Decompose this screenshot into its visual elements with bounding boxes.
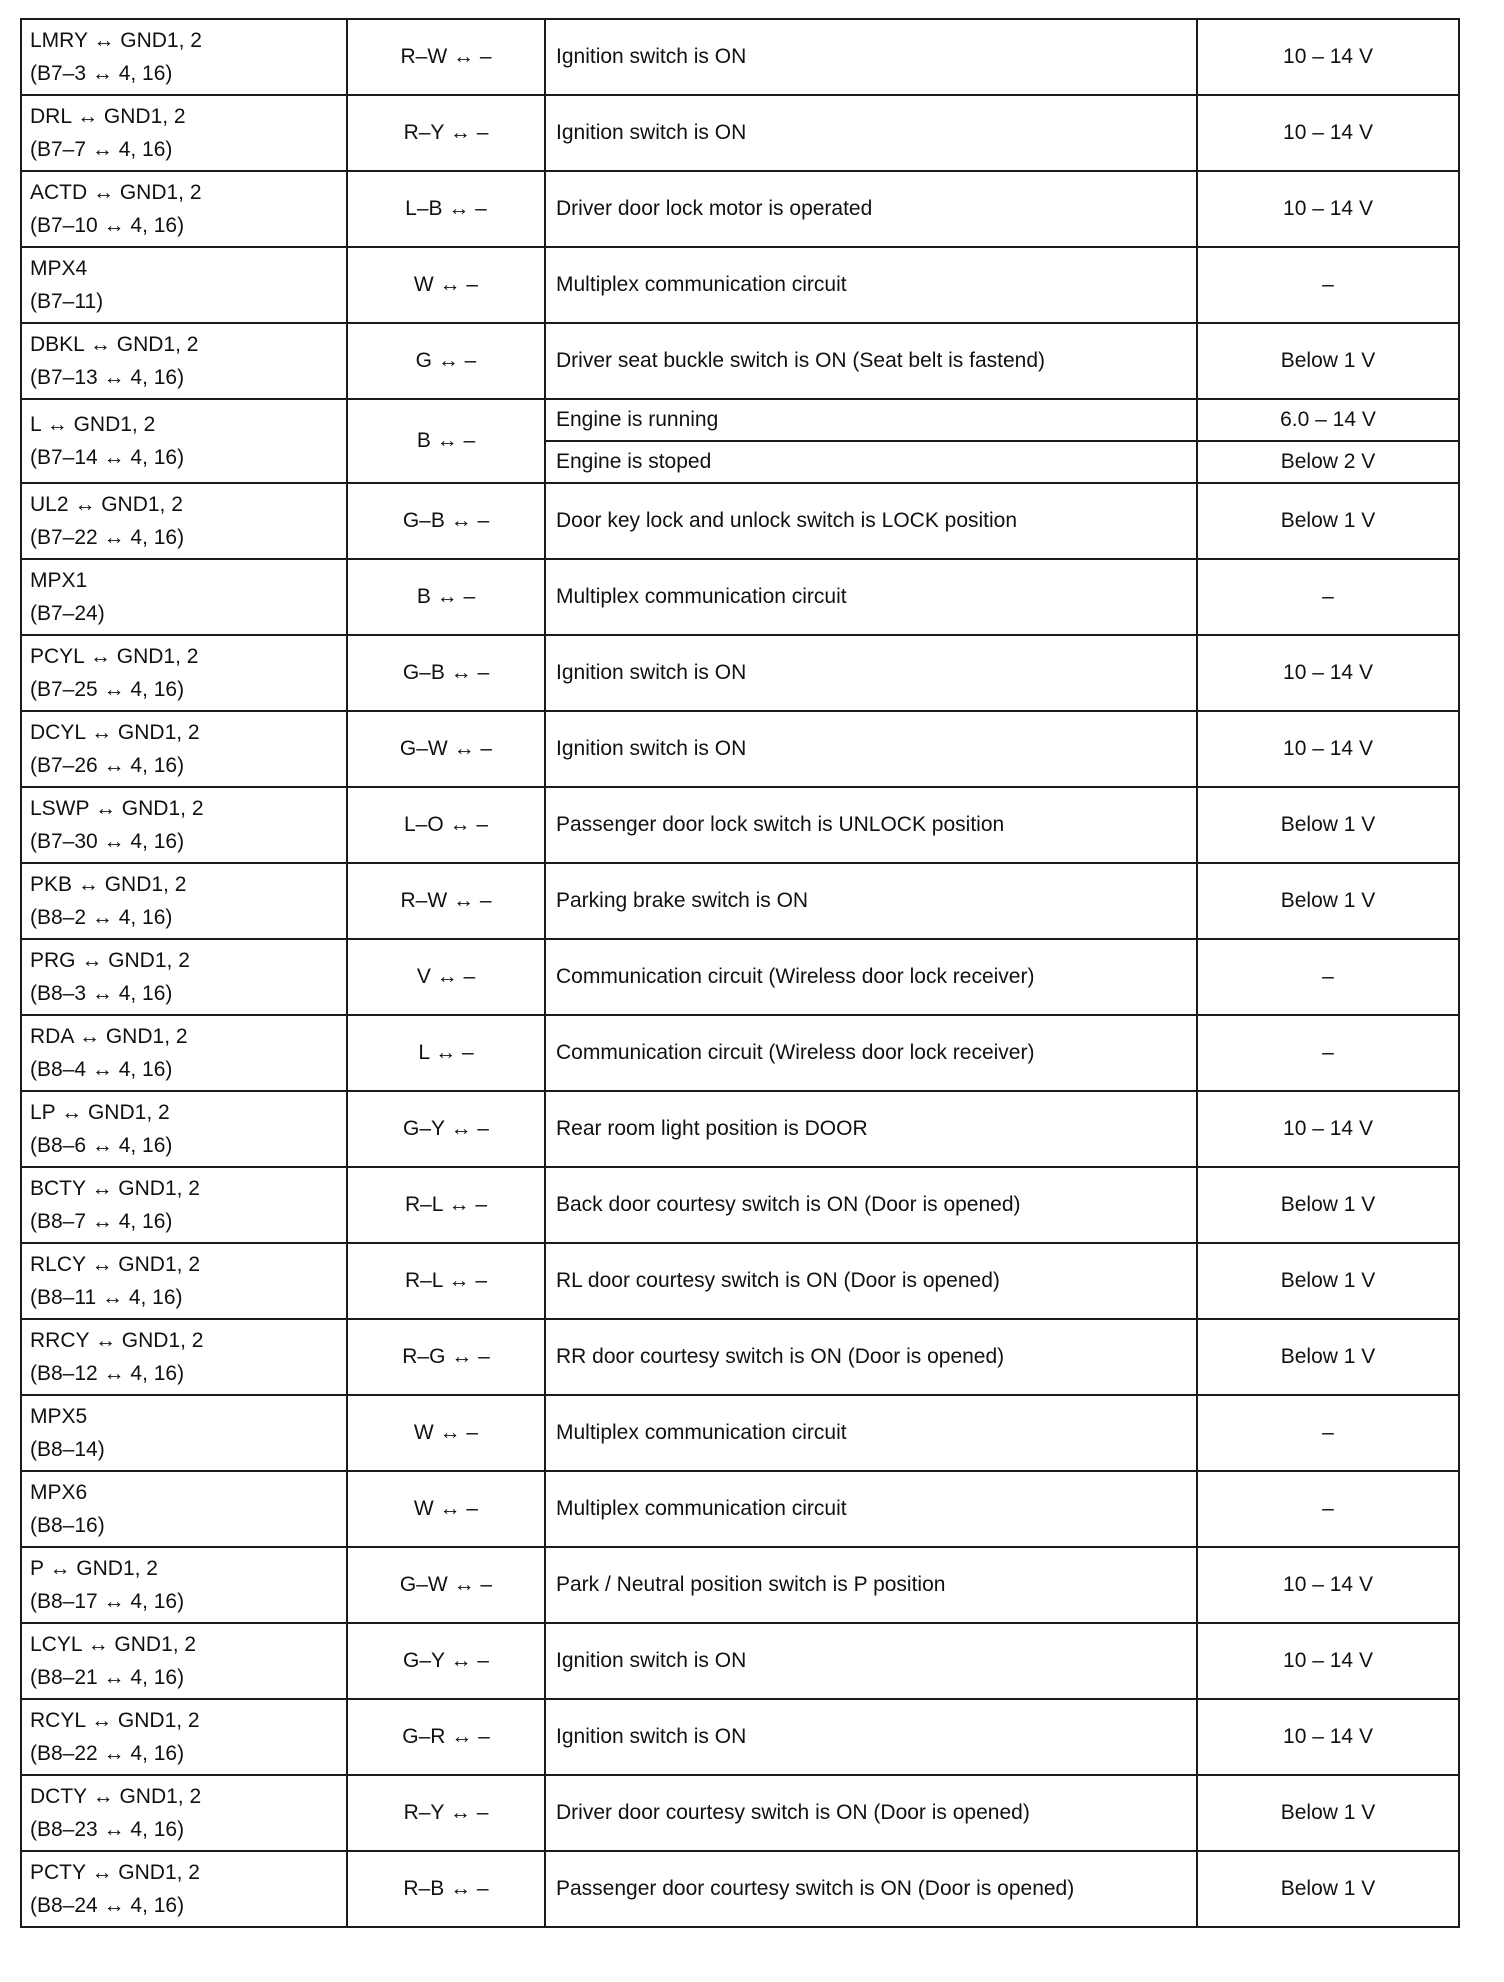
specified-condition-cell: Below 1 V [1197,323,1459,399]
wire-color-cell: G–W ↔ – [347,1547,545,1623]
terminal-cell [21,247,347,323]
terminal-name: MPX6 [30,1481,88,1504]
terminal-voltage-table [20,18,1460,1928]
terminal-cell [21,1699,347,1775]
terminal-cell [21,1243,347,1319]
terminal-cell [21,559,347,635]
condition-cell: Passenger door courtesy switch is ON (Door is opened) [545,1851,1197,1927]
wire-color-cell: W ↔ – [347,1395,545,1471]
condition-cell: Engine is stoped [545,441,1197,483]
table-row [21,939,1459,1015]
terminal-name: RRCY ↔ GND1, 2 [30,1329,204,1352]
condition-cell: Ignition switch is ON [545,95,1197,171]
table-row [21,635,1459,711]
specified-condition-cell: Below 1 V [1197,863,1459,939]
wire-color-cell: L ↔ – [347,1015,545,1091]
terminal-cell [21,1471,347,1547]
condition-cell: Ignition switch is ON [545,1699,1197,1775]
table-row [21,1015,1459,1091]
wire-color-cell: R–Y ↔ – [347,1775,545,1851]
terminal-pins: (B7–11) [30,290,104,313]
condition-cell: Door key lock and unlock switch is LOCK position [545,483,1197,559]
terminal-pins: (B8–22 ↔ 4, 16) [30,1742,185,1765]
terminal-cell [21,1775,347,1851]
wire-color-cell: L–O ↔ – [347,787,545,863]
table-row [21,787,1459,863]
wire-color-cell: G–B ↔ – [347,483,545,559]
table-row [21,1623,1459,1699]
specified-condition-cell: – [1197,247,1459,323]
wire-color-cell: R–L ↔ – [347,1167,545,1243]
wire-color-cell: V ↔ – [347,939,545,1015]
terminal-name: PCTY ↔ GND1, 2 [30,1861,200,1884]
specified-condition-cell: – [1197,1015,1459,1091]
specified-condition-cell: 10 – 14 V [1197,711,1459,787]
wire-color-cell: B ↔ – [347,559,545,635]
terminal-pins: (B8–3 ↔ 4, 16) [30,982,173,1005]
table-row [21,483,1459,559]
terminal-pins: (B8–7 ↔ 4, 16) [30,1210,173,1233]
specified-condition-cell: Below 1 V [1197,1775,1459,1851]
table-row [21,1471,1459,1547]
terminal-name: DCYL ↔ GND1, 2 [30,721,200,744]
condition-cell: Passenger door lock switch is UNLOCK position [545,787,1197,863]
terminal-name: DBKL ↔ GND1, 2 [30,333,199,356]
terminal-name: PCYL ↔ GND1, 2 [30,645,199,668]
table-row [21,171,1459,247]
table-row [21,1547,1459,1623]
terminal-cell [21,19,347,95]
terminal-name: MPX5 [30,1405,88,1428]
terminal-pins: (B8–23 ↔ 4, 16) [30,1818,185,1841]
terminal-pins: (B7–7 ↔ 4, 16) [30,138,173,161]
wire-color-cell: G–W ↔ – [347,711,545,787]
specified-condition-cell: 10 – 14 V [1197,635,1459,711]
table-row [21,19,1459,95]
terminal-cell [21,1091,347,1167]
table-row [21,1243,1459,1319]
table-row [21,1167,1459,1243]
condition-cell: Driver door lock motor is operated [545,171,1197,247]
terminal-pins: (B7–22 ↔ 4, 16) [30,526,185,549]
condition-cell: Ignition switch is ON [545,711,1197,787]
condition-cell: RR door courtesy switch is ON (Door is opened) [545,1319,1197,1395]
wire-color-cell: R–G ↔ – [347,1319,545,1395]
specified-condition-cell: 10 – 14 V [1197,1623,1459,1699]
terminal-pins: (B8–16) [30,1514,105,1537]
condition-cell: Communication circuit (Wireless door lock receiver) [545,939,1197,1015]
terminal-cell [21,483,347,559]
wire-color-cell: B ↔ – [347,399,545,483]
terminal-cell [21,1015,347,1091]
condition-cell: Park / Neutral position switch is P position [545,1547,1197,1623]
condition-cell: Multiplex communication circuit [545,559,1197,635]
specified-condition-cell: 10 – 14 V [1197,19,1459,95]
terminal-cell [21,399,347,483]
terminal-name: RCYL ↔ GND1, 2 [30,1709,200,1732]
terminal-pins: (B8–24 ↔ 4, 16) [30,1894,185,1917]
terminal-pins: (B8–14) [30,1438,105,1461]
table-row [21,1775,1459,1851]
wire-color-cell: W ↔ – [347,247,545,323]
wire-color-cell: R–W ↔ – [347,863,545,939]
terminal-cell [21,863,347,939]
specified-condition-cell: 10 – 14 V [1197,95,1459,171]
terminal-name: DCTY ↔ GND1, 2 [30,1785,202,1808]
condition-cell: Multiplex communication circuit [545,247,1197,323]
terminal-cell [21,1395,347,1471]
specified-condition-cell: – [1197,939,1459,1015]
terminal-name: LCYL ↔ GND1, 2 [30,1633,197,1656]
terminal-name: LMRY ↔ GND1, 2 [30,29,202,52]
specified-condition-cell: – [1197,1395,1459,1471]
terminal-pins: (B7–14 ↔ 4, 16) [30,446,185,469]
specified-condition-cell: Below 1 V [1197,483,1459,559]
table-body [21,19,1459,1927]
table-row [21,1319,1459,1395]
wire-color-cell: G ↔ – [347,323,545,399]
table-row [21,863,1459,939]
specified-condition-cell: – [1197,1471,1459,1547]
terminal-name: DRL ↔ GND1, 2 [30,105,186,128]
specified-condition-cell: 10 – 14 V [1197,1091,1459,1167]
terminal-pins: (B7–26 ↔ 4, 16) [30,754,185,777]
specified-condition-cell: Below 2 V [1197,441,1459,483]
condition-cell: RL door courtesy switch is ON (Door is opened) [545,1243,1197,1319]
table-row [21,1699,1459,1775]
terminal-pins: (B7–30 ↔ 4, 16) [30,830,185,853]
terminal-pins: (B8–21 ↔ 4, 16) [30,1666,185,1689]
table-row [21,559,1459,635]
terminal-cell [21,323,347,399]
terminal-name: ACTD ↔ GND1, 2 [30,181,202,204]
terminal-name: MPX1 [30,569,88,592]
table-row [21,95,1459,171]
condition-cell: Ignition switch is ON [545,19,1197,95]
condition-cell: Driver seat buckle switch is ON (Seat belt is fastend) [545,323,1197,399]
wire-color-cell: R–Y ↔ – [347,95,545,171]
terminal-name: RDA ↔ GND1, 2 [30,1025,188,1048]
terminal-cell [21,787,347,863]
table-row [21,1851,1459,1927]
wire-color-cell: L–B ↔ – [347,171,545,247]
terminal-name: UL2 ↔ GND1, 2 [30,493,183,516]
terminal-pins: (B7–10 ↔ 4, 16) [30,214,185,237]
wire-color-cell: G–R ↔ – [347,1699,545,1775]
wire-color-cell: R–L ↔ – [347,1243,545,1319]
terminal-name: PKB ↔ GND1, 2 [30,873,187,896]
wire-color-cell: W ↔ – [347,1471,545,1547]
table-row [21,1395,1459,1471]
condition-cell: Rear room light position is DOOR [545,1091,1197,1167]
table-row [21,323,1459,399]
specified-condition-cell: Below 1 V [1197,1243,1459,1319]
condition-cell: Ignition switch is ON [545,635,1197,711]
wire-color-cell: R–B ↔ – [347,1851,545,1927]
wire-color-cell: R–W ↔ – [347,19,545,95]
wire-color-cell: G–Y ↔ – [347,1623,545,1699]
condition-cell: Multiplex communication circuit [545,1395,1197,1471]
terminal-cell [21,711,347,787]
terminal-pins: (B8–17 ↔ 4, 16) [30,1590,185,1613]
terminal-cell [21,635,347,711]
terminal-name: MPX4 [30,257,88,280]
condition-cell: Parking brake switch is ON [545,863,1197,939]
terminal-pins: (B7–3 ↔ 4, 16) [30,62,173,85]
terminal-pins: (B7–24) [30,602,105,625]
terminal-name: RLCY ↔ GND1, 2 [30,1253,200,1276]
terminal-name: L ↔ GND1, 2 [30,413,156,436]
terminal-cell [21,1547,347,1623]
terminal-name: P ↔ GND1, 2 [30,1557,158,1580]
terminal-pins: (B8–12 ↔ 4, 16) [30,1362,185,1385]
table-row [21,247,1459,323]
terminal-cell [21,1319,347,1395]
specified-condition-cell: 10 – 14 V [1197,1547,1459,1623]
terminal-pins: (B8–2 ↔ 4, 16) [30,906,173,929]
table-row [21,1091,1459,1167]
specified-condition-cell: Below 1 V [1197,1167,1459,1243]
wire-color-cell: G–B ↔ – [347,635,545,711]
specified-condition-cell: 10 – 14 V [1197,171,1459,247]
terminal-name: LP ↔ GND1, 2 [30,1101,170,1124]
terminal-cell [21,171,347,247]
terminal-pins: (B7–25 ↔ 4, 16) [30,678,185,701]
terminal-name: BCTY ↔ GND1, 2 [30,1177,200,1200]
terminal-cell [21,1851,347,1927]
terminal-pins: (B7–13 ↔ 4, 16) [30,366,185,389]
terminal-name: LSWP ↔ GND1, 2 [30,797,204,820]
terminal-pins: (B8–6 ↔ 4, 16) [30,1134,173,1157]
specified-condition-cell: Below 1 V [1197,1319,1459,1395]
condition-cell: Ignition switch is ON [545,1623,1197,1699]
specified-condition-cell: 6.0 – 14 V [1197,399,1459,441]
table-row [21,399,1459,441]
terminal-cell [21,939,347,1015]
wire-color-cell: G–Y ↔ – [347,1091,545,1167]
specified-condition-cell: Below 1 V [1197,1851,1459,1927]
specified-condition-cell: – [1197,559,1459,635]
condition-cell: Back door courtesy switch is ON (Door is opened) [545,1167,1197,1243]
table-row [21,711,1459,787]
terminal-cell [21,1623,347,1699]
terminal-cell [21,95,347,171]
condition-cell: Engine is running [545,399,1197,441]
condition-cell: Driver door courtesy switch is ON (Door is opened) [545,1775,1197,1851]
specified-condition-cell: Below 1 V [1197,787,1459,863]
terminal-pins: (B8–4 ↔ 4, 16) [30,1058,173,1081]
terminal-pins: (B8–11 ↔ 4, 16) [30,1286,183,1309]
terminal-cell [21,1167,347,1243]
condition-cell: Multiplex communication circuit [545,1471,1197,1547]
terminal-name: PRG ↔ GND1, 2 [30,949,190,972]
condition-cell: Communication circuit (Wireless door lock receiver) [545,1015,1197,1091]
specified-condition-cell: 10 – 14 V [1197,1699,1459,1775]
